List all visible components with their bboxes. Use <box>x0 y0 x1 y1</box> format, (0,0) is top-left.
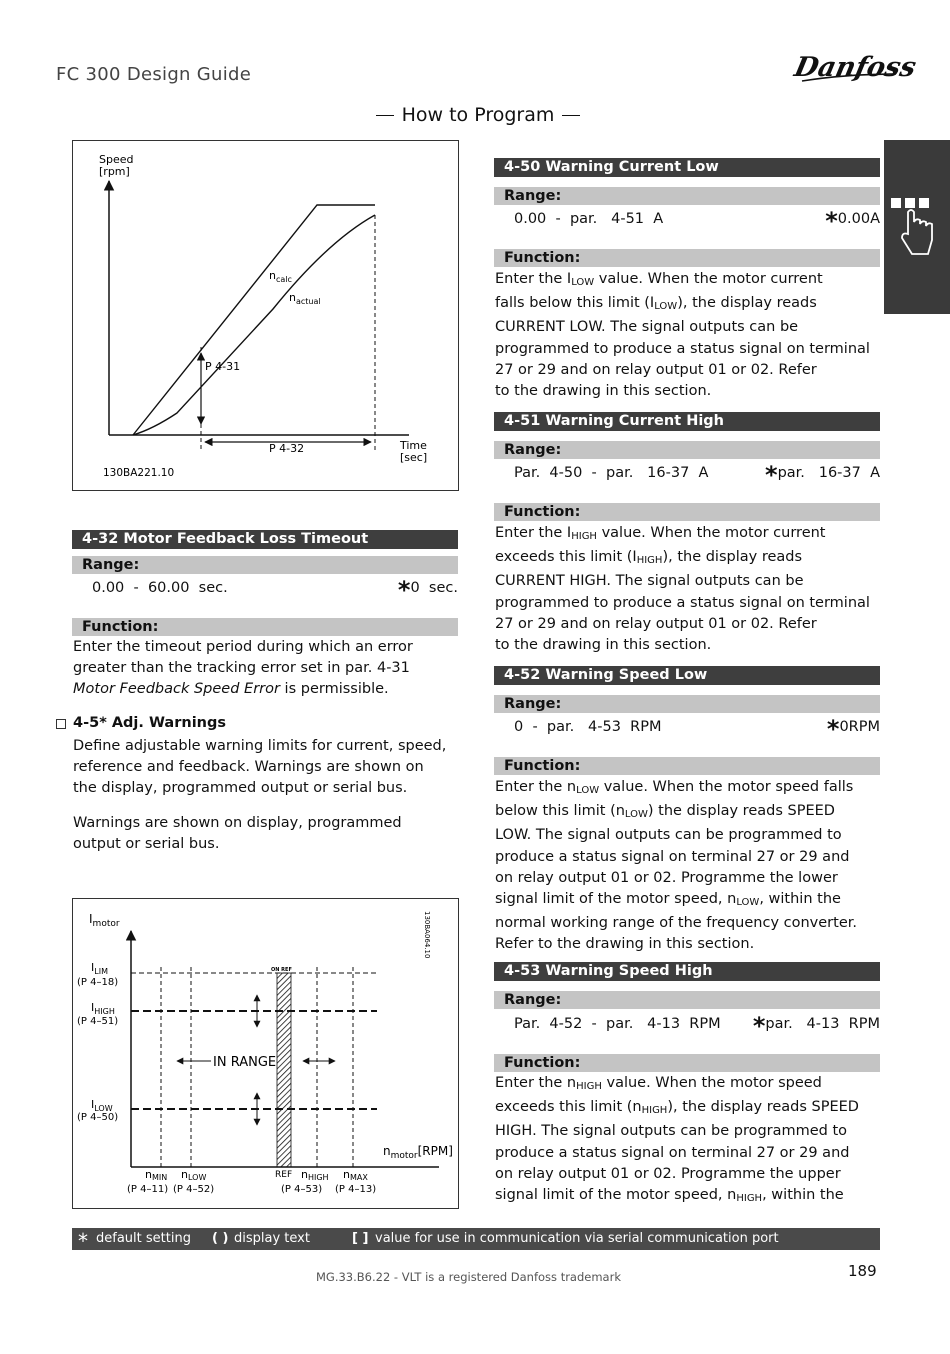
param-4-50-function-text: Enter the $I_{LOW}$ value. When the motor current falls below this limit $(I_{LOW})$, the display reads CURRENT LOW. The signal outputs can be programmed to produce a status signal on terminal 27 or 29 and on relay output 01 or 02. Refer to the drawing in this section. <box>495 271 870 400</box>
heading-dash-left <box>376 115 394 116</box>
param-4-50-title: 4-50 Warning Current Low <box>494 158 880 177</box>
param-4-32-function-text: Enter the timeout period during which an error greater than the tracking error set in par. 4-31 Motor Feedback Speed Error is permissible. <box>73 639 413 698</box>
param-4-51-function-label: Function: <box>494 503 880 521</box>
default-star-icon: * <box>826 715 840 743</box>
nmin-label: nMIN <box>145 1168 168 1182</box>
heading-dash-right <box>562 115 580 116</box>
ref-label: REF <box>275 1170 293 1180</box>
x-axis-label-2: [sec] <box>400 451 428 464</box>
param-4-52-range-label: Range: <box>494 695 880 713</box>
param-4-50-range-row <box>494 207 880 235</box>
danfoss-logo <box>791 44 919 88</box>
ilow-param: (P 4–50) <box>77 1112 119 1123</box>
n-actual-label: $n_{actual}$ <box>289 291 321 306</box>
param-4-53-title: 4-53 Warning Speed High <box>494 962 880 981</box>
ilow-label: $I_{LOW}$ <box>91 1098 113 1113</box>
group-4-5-text: Define adjustable warning limits for current, speed, reference and feedback. Warnings are shown on the display, programmed output or serial bus. <box>73 738 447 797</box>
programming-hand-icon <box>884 140 950 314</box>
param-4-53-range-row <box>494 1012 880 1040</box>
nmin-param: (P 4–11) <box>127 1184 169 1195</box>
n-actual-curve <box>133 215 375 435</box>
legend-default-setting: default setting <box>96 1231 191 1246</box>
default-star-icon: * <box>397 576 411 604</box>
param-4-51-range-label: Range: <box>494 441 880 459</box>
nlow-param: (P 4–52) <box>173 1184 215 1195</box>
ihigh-param: (P 4–51) <box>77 1016 119 1027</box>
default-star-icon: * <box>752 1012 766 1040</box>
n-calc-label: $n_{calc}$ <box>269 269 292 284</box>
param-4-51-range-value: Par. 4-50 - par. 16-37 A <box>514 465 709 481</box>
param-4-51-function-text: Enter the $I_{HIGH}$ value. When the motor current exceeds this limit $(I_{HIGH})$, the display reads CURRENT HIGH. The signal outputs can be programmed to produce a status signal on terminal 27 or 29 and on relay output 01 or 02. Refer to the drawing in this section. <box>495 525 870 654</box>
param-4-52-default: *0RPM <box>826 715 880 743</box>
section-heading <box>360 104 596 126</box>
ihigh-label: $I_{HIGH}$ <box>91 1001 115 1016</box>
y-axis-label-1: Speed <box>99 153 134 166</box>
figure-code: 130BA221.10 <box>103 467 175 479</box>
param-4-50-range-value: 0.00 - par. 4-51 A <box>514 211 664 227</box>
param-4-32-range-label: Range: <box>72 556 458 574</box>
p432-label: P 4-32 <box>269 442 305 455</box>
param-4-32-range-row <box>72 576 458 604</box>
figure-code: 130BA064.10 <box>423 911 431 959</box>
warning-limits-figure <box>72 898 459 1209</box>
legend-bracket: [ ] <box>352 1231 369 1246</box>
param-4-53-function-text: Enter the $n_{HIGH}$ value. When the motor speed exceeds this limit $(n_{HIGH})$, the display reads SPEED HIGH. The signal outputs can be programmed to produce a status signal on terminal 27 or 29 and on relay output 01 or 02. Programme the upper signal limit of the motor speed, $n_{HIGH}$, within the <box>495 1075 859 1205</box>
legend-bar <box>72 1228 880 1253</box>
default-star-icon: * <box>78 1229 88 1253</box>
param-4-52-title: 4-52 Warning Speed Low <box>494 666 880 685</box>
param-4-51-default: *par. 16-37 A <box>765 461 880 489</box>
section-title: How to Program <box>401 104 555 126</box>
param-4-32-function-label: Function: <box>72 618 458 636</box>
param-4-50-range-label: Range: <box>494 187 880 205</box>
group-4-5-title: 4-5* Adj. Warnings <box>73 715 226 731</box>
x-axis-label-1: Time <box>400 439 427 452</box>
on-ref-label: ON REF <box>271 967 292 973</box>
param-4-52-function-label: Function: <box>494 757 880 775</box>
param-4-51-range-row <box>494 461 880 489</box>
doc-title: FC 300 Design Guide <box>56 64 252 85</box>
param-4-52-function-text: Enter the $n_{LOW}$ value. When the motor speed falls below this limit $(n_{LOW})$ the display reads SPEED LOW. The signal outputs can be programmed to produce a status signal on terminal 27 or 29 and on relay output 01 or 02. Programme the lower signal limit of the motor speed, $n_{LOW}$, within the normal working range of the frequency converter. Refer to the drawing in this section. <box>495 779 857 953</box>
nhigh-param: (P 4–53) <box>281 1184 323 1195</box>
legend-display-text: display text <box>234 1231 310 1246</box>
footer-text: MG.33.B6.22 - VLT is a registered Danfoss trademark <box>316 1270 621 1284</box>
param-4-53-range-label: Range: <box>494 991 880 1009</box>
on-ref-band <box>277 973 291 1167</box>
speed-time-figure <box>72 140 459 491</box>
param-4-53-default: *par. 4-13 RPM <box>752 1012 880 1040</box>
nlow-label: nLOW <box>181 1168 207 1182</box>
in-range-label: IN RANGE <box>213 1055 277 1070</box>
param-4-32-default: *0 sec. <box>397 576 458 604</box>
legend-comm-text: value for use in communication via serial communication port <box>375 1231 779 1246</box>
param-4-51-title: 4-51 Warning Current High <box>494 412 880 431</box>
nmax-label: nMAX <box>343 1168 368 1182</box>
param-4-50-function-label: Function: <box>494 249 880 267</box>
param-4-52-range-value: 0 - par. 4-53 RPM <box>514 719 662 735</box>
checkbox-icon <box>56 719 66 729</box>
p431-label: P 4-31 <box>205 360 241 373</box>
nmax-param: (P 4–13) <box>335 1184 377 1195</box>
param-4-53-function-label: Function: <box>494 1054 880 1072</box>
param-4-53-range-value: Par. 4-52 - par. 4-13 RPM <box>514 1016 721 1032</box>
ilim-param: (P 4–18) <box>77 977 119 988</box>
y-axis-label-2: [rpm] <box>99 165 130 178</box>
nhigh-label: nHIGH <box>301 1168 329 1182</box>
ilim-label: $I_{LIM}$ <box>91 961 108 976</box>
param-4-32-title: 4-32 Motor Feedback Loss Timeout <box>72 530 458 549</box>
group-4-5-text-2: Warnings are shown on display, programmed output or serial bus. <box>73 815 402 853</box>
param-4-32-range-value: 0.00 - 60.00 sec. <box>92 580 228 596</box>
param-4-52-range-row <box>494 715 880 743</box>
param-4-50-default: *0.00A <box>825 207 880 235</box>
i-motor-label: $I_{motor}$ <box>89 912 120 929</box>
chapter-tab <box>884 140 950 314</box>
logo-text: Danfoss <box>791 51 919 83</box>
legend-paren: ( ) <box>212 1231 229 1246</box>
page-number: 189 <box>848 1262 877 1280</box>
default-star-icon: * <box>765 461 778 489</box>
default-star-icon: * <box>825 207 838 235</box>
n-motor-label: $n_{motor}[RPM]$ <box>383 1144 453 1161</box>
